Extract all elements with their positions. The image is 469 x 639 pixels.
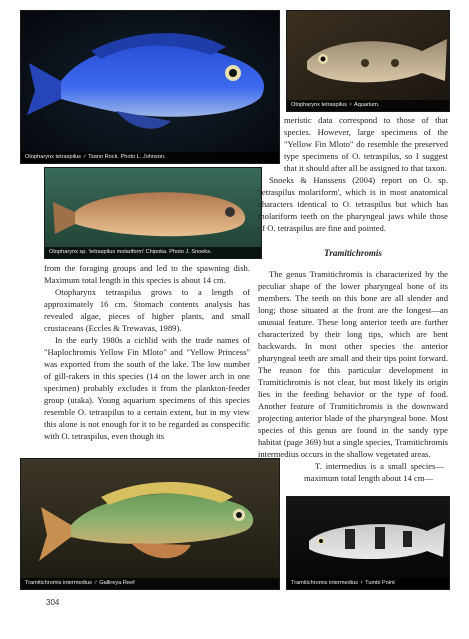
photo-tramitichromis-male <box>20 458 280 590</box>
photo-tramitichromis-female <box>286 496 450 590</box>
section-heading: Tramitichromis <box>324 248 382 258</box>
paragraph: T. intermedius is a small species—maximum total length about 14 cm— <box>304 461 444 483</box>
photo-otopharynx-male <box>20 10 280 164</box>
photo-caption: Tramitichromis intermedius ♀ Tumbi Point <box>287 578 449 589</box>
photo-otopharynx-female <box>286 10 450 112</box>
photo-caption: Otopharynx tetraspilus ♀ Aquarium. <box>287 100 449 111</box>
left-column-text <box>44 262 250 442</box>
paragraph: In the early 1980s a cichlid with the trade names of "Haplochromis Yellow Fin Mloto" and "Yellow Princess" was exported from the south of the lake. The low number of gill-rakers in this species (14 on the lower arch in one specimen) probably excludes it from the plankton-feeder group (utaka). Young aquarium specimens of this species resemble O. tetraspilus to a certain extent, but in my view this alone is not enough for it to be regarded as conspecific with O. tetraspilus, even though its <box>44 335 250 441</box>
paragraph: from the foraging groups and led to the spawning dish. Maximum total length in this species is about 14 cm. <box>44 263 250 285</box>
paragraph: meristic data correspond to those of that species. However, large specimens of the "Yellow Fin Mloto" do resemble the preserved type specimens of O. tetraspilus, so I suggest that it should after all be assigned to that taxon. <box>284 115 448 173</box>
paragraph: Snoeks & Hanssens (2004) report on O. sp. 'tetraspilus molariform', which is in most anatomical characters identical to O. tetraspilus but which has molariform teeth on the pharyngeal jaws while those of O. tetraspilus are fine and pointed. <box>258 175 448 233</box>
photo-caption: Tramitichromis intermedius ♂ Gallireya Reef <box>21 578 279 589</box>
paragraph: Otopharynx tetraspilus grows to a length of approximately 16 cm. Stomach contents analysis has revealed algae, pieces of higher plants, and small crustaceans (Eccles & Trewavas, 1989). <box>44 287 250 333</box>
photo-caption: Otopharynx sp. 'tetraspilus molariform' Chipoka. Photo J. Snoeks. <box>45 247 261 258</box>
photo-otopharynx-molariform <box>44 167 262 259</box>
photo-caption: Otopharynx tetraspilus ♂ Tsano Rock. Photo L. Johnson. <box>21 152 279 163</box>
right-column-bottom-text <box>258 268 448 484</box>
right-column-top-text <box>258 114 448 234</box>
page-number: 304 <box>46 598 60 607</box>
paragraph: The genus Tramitichromis is characterized by the peculiar shape of the lower pharyngeal bone of its members. The teeth on this bone are all slender and long; those situated at the front are the longest—an unusual feature. These long anterior teeth are further characterized by their long tips, which are bent backwards. In most other species the anterior pharyngeal teeth are small and their tips point forward. The reason for this particular development in Tramitichromis is not clear, but most likely its origin lies in the feeding behavior or the type of food. Another feature of Tramitichromis is the downward projecting anterior blade of the pharyngeal bone. Most species of this genus are found in the sandy type habitat (page 369) but a single species, Tramitichromis intermedius occurs in the shallow vegetated areas. <box>258 269 448 459</box>
